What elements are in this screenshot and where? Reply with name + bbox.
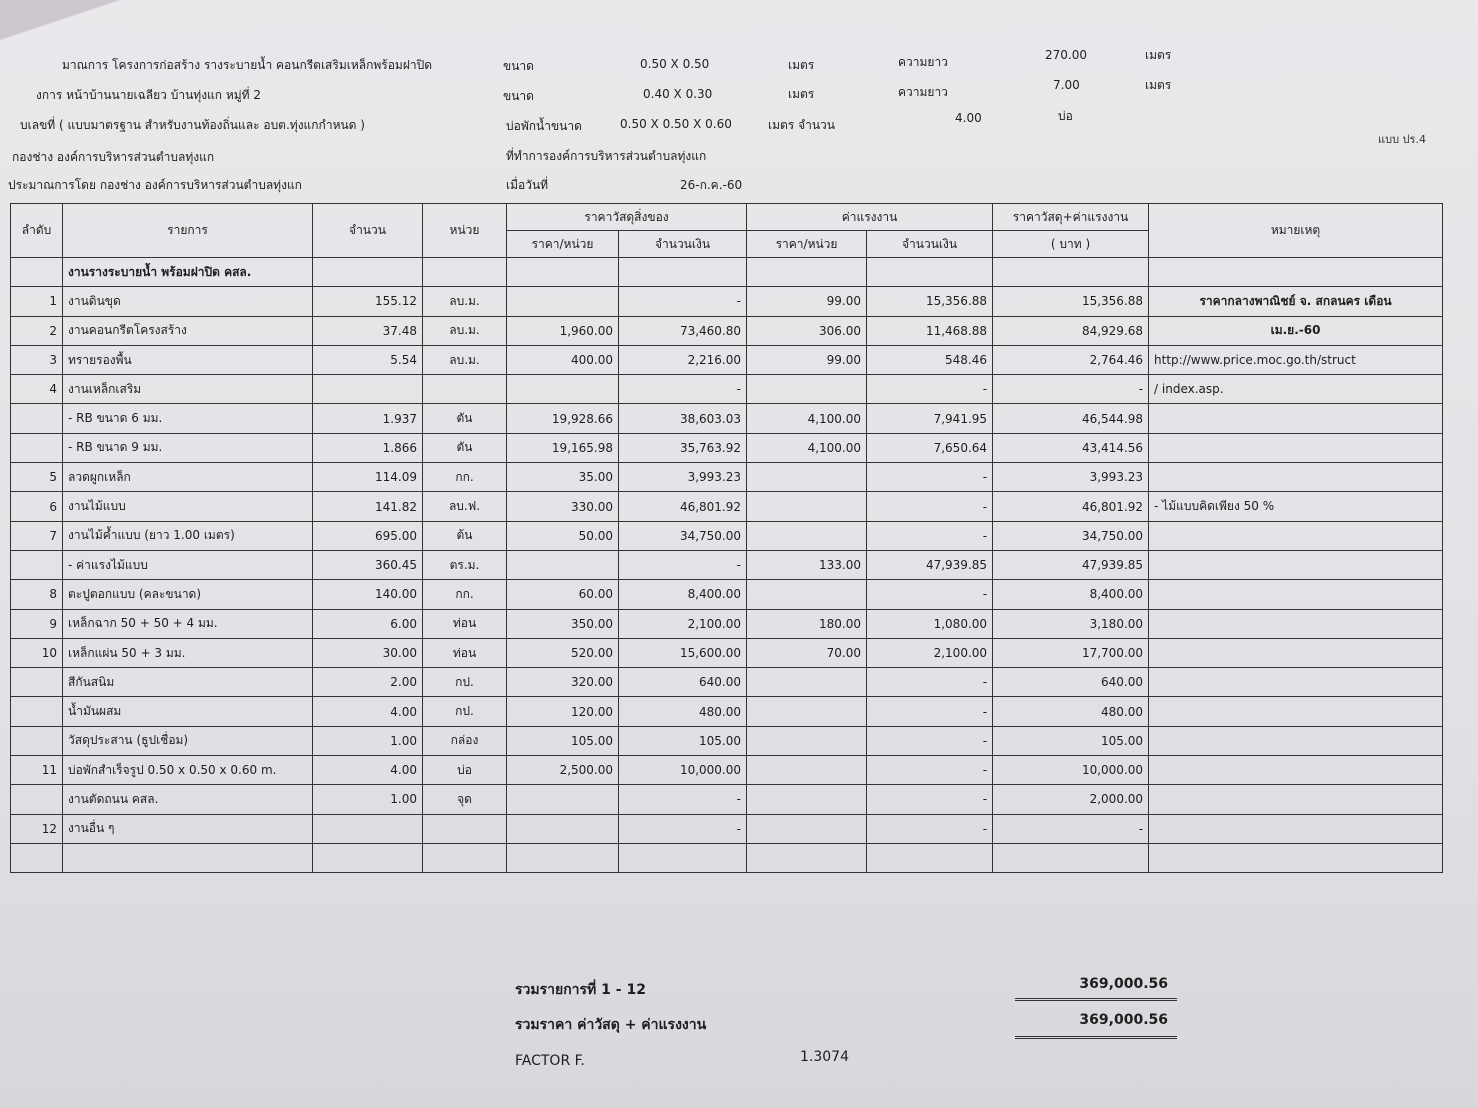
cell-lp xyxy=(747,258,867,287)
cell-ma: 8,400.00 xyxy=(619,580,747,609)
cell-remark xyxy=(1149,580,1443,609)
cell-total: 10,000.00 xyxy=(993,756,1149,785)
cell-remark xyxy=(1149,843,1443,872)
cell-la: 7,650.64 xyxy=(867,433,993,462)
cell-remark xyxy=(1149,258,1443,287)
sum-label: รวมรายการที่ 1 - 12 xyxy=(515,982,646,998)
cell-ma: 34,750.00 xyxy=(619,521,747,550)
cell-remark xyxy=(1149,550,1443,579)
date-label: เมื่อวันที่ xyxy=(506,178,549,192)
cell-unit: กล่อง xyxy=(423,726,507,755)
cell-total: 47,939.85 xyxy=(993,550,1149,579)
cell-total: 84,929.68 xyxy=(993,316,1149,345)
page-curl xyxy=(0,0,120,40)
cell-unit: บ่อ xyxy=(423,756,507,785)
estimate-table xyxy=(10,203,1443,873)
cell-qty: 5.54 xyxy=(313,345,423,374)
table-row xyxy=(11,550,1443,579)
cell-lp xyxy=(747,668,867,697)
estimated-by: ประมาณการโดย กองช่าง องค์การบริหารส่วนตำบลทุ่งแก xyxy=(8,178,302,192)
length-unit-1: เมตร xyxy=(1145,48,1172,62)
cell-unit: ตัน xyxy=(423,433,507,462)
table-row xyxy=(11,668,1443,697)
cell-ma xyxy=(619,258,747,287)
cell-ma: 640.00 xyxy=(619,668,747,697)
cell-la xyxy=(867,258,993,287)
cell-la: - xyxy=(867,375,993,404)
cell-no: 8 xyxy=(11,580,63,609)
cell-qty: 4.00 xyxy=(313,756,423,785)
pit-count-unit: บ่อ xyxy=(1058,109,1073,123)
length-unit-2: เมตร xyxy=(1145,78,1172,92)
cell-item: เหล็กฉาก 50 + 50 + 4 มม. xyxy=(63,609,313,638)
col-mat-amount: จำนวนเงิน xyxy=(619,231,747,258)
table-row xyxy=(11,726,1443,755)
cell-qty: 37.48 xyxy=(313,316,423,345)
col-mat-unit-price: ราคา/หน่วย xyxy=(507,231,619,258)
cell-no: 1 xyxy=(11,287,63,316)
cell-unit: ลบ.ฟ. xyxy=(423,492,507,521)
cell-mp: 400.00 xyxy=(507,345,619,374)
cell-mp: 35.00 xyxy=(507,463,619,492)
table-row xyxy=(11,785,1443,814)
cell-qty: 1.937 xyxy=(313,404,423,433)
cell-ma: - xyxy=(619,550,747,579)
cell-la: - xyxy=(867,668,993,697)
cell-remark xyxy=(1149,463,1443,492)
cell-mp: 60.00 xyxy=(507,580,619,609)
length-value-1: 270.00 xyxy=(1045,48,1087,62)
cell-la: 47,939.85 xyxy=(867,550,993,579)
cell-la: 1,080.00 xyxy=(867,609,993,638)
table-row xyxy=(11,258,1443,287)
cell-qty: 114.09 xyxy=(313,463,423,492)
pit-unit: เมตร จำนวน xyxy=(768,118,835,132)
cell-lp: 4,100.00 xyxy=(747,404,867,433)
cell-no xyxy=(11,726,63,755)
col-lab-amount: จำนวนเงิน xyxy=(867,231,993,258)
cell-lp: 306.00 xyxy=(747,316,867,345)
cell-lp xyxy=(747,375,867,404)
cell-mp xyxy=(507,375,619,404)
cell-mp xyxy=(507,258,619,287)
cell-no: 3 xyxy=(11,345,63,374)
cell-qty: 30.00 xyxy=(313,638,423,667)
cell-unit xyxy=(423,258,507,287)
cell-lp: 133.00 xyxy=(747,550,867,579)
col-item: รายการ xyxy=(63,204,313,258)
cell-unit: กก. xyxy=(423,463,507,492)
cell-unit: กป. xyxy=(423,668,507,697)
project-title: มาณการ โครงการก่อสร้าง รางระบายน้ำ คอนกรีตเสริมเหล็กพร้อมฝาปิด xyxy=(62,58,433,72)
cell-ma: - xyxy=(619,785,747,814)
table-row xyxy=(11,638,1443,667)
cell-mp: 520.00 xyxy=(507,638,619,667)
cell-qty xyxy=(313,814,423,843)
cell-ma: 46,801.92 xyxy=(619,492,747,521)
cell-ma: 2,216.00 xyxy=(619,345,747,374)
cell-ma: 3,993.23 xyxy=(619,463,747,492)
cell-no: 11 xyxy=(11,756,63,785)
date-value: 26-ก.ค.-60 xyxy=(680,178,743,192)
cell-ma: - xyxy=(619,287,747,316)
cell-la: - xyxy=(867,756,993,785)
factor-value: 1.3074 xyxy=(800,1049,849,1065)
cell-total: 640.00 xyxy=(993,668,1149,697)
table-row xyxy=(11,521,1443,550)
factor-label: FACTOR F. xyxy=(515,1053,585,1069)
table-row xyxy=(11,697,1443,726)
cell-item: วัสดุประสาน (ธูปเชื่อม) xyxy=(63,726,313,755)
table-row xyxy=(11,433,1443,462)
cell-remark xyxy=(1149,609,1443,638)
cell-ma: 2,100.00 xyxy=(619,609,747,638)
cell-unit: ตร.ม. xyxy=(423,550,507,579)
cell-remark xyxy=(1149,404,1443,433)
cell-mp: 50.00 xyxy=(507,521,619,550)
cell-remark xyxy=(1149,668,1443,697)
length-label-1: ความยาว xyxy=(898,55,948,69)
cell-total: 3,993.23 xyxy=(993,463,1149,492)
cell-mp: 330.00 xyxy=(507,492,619,521)
cell-item: งานคอนกรีตโครงสร้าง xyxy=(63,316,313,345)
cell-qty: 1.866 xyxy=(313,433,423,462)
cell-qty: 141.82 xyxy=(313,492,423,521)
cell-item: สีกันสนิม xyxy=(63,668,313,697)
cell-mp xyxy=(507,550,619,579)
cell-ma: - xyxy=(619,814,747,843)
table-row xyxy=(11,814,1443,843)
cell-total: 3,180.00 xyxy=(993,609,1149,638)
cell-lp xyxy=(747,843,867,872)
cell-total xyxy=(993,843,1149,872)
col-lab-unit-price: ราคา/หน่วย xyxy=(747,231,867,258)
cell-item: งานรางระบายน้ำ พร้อมฝาปิด คสล. xyxy=(63,258,313,287)
cell-total: 15,356.88 xyxy=(993,287,1149,316)
cell-la: - xyxy=(867,521,993,550)
cell-qty: 1.00 xyxy=(313,726,423,755)
total-underline xyxy=(1015,1036,1177,1039)
cell-item: เหล็กแผ่น 50 + 3 มม. xyxy=(63,638,313,667)
cell-ma: 38,603.03 xyxy=(619,404,747,433)
cell-unit xyxy=(423,843,507,872)
cell-la: 548.46 xyxy=(867,345,993,374)
cell-ma: 480.00 xyxy=(619,697,747,726)
cell-ma: 35,763.92 xyxy=(619,433,747,462)
col-no: ลำดับ xyxy=(11,204,63,258)
cell-qty: 140.00 xyxy=(313,580,423,609)
cell-unit xyxy=(423,814,507,843)
cell-lp xyxy=(747,697,867,726)
cell-lp xyxy=(747,756,867,785)
table-row xyxy=(11,463,1443,492)
cell-qty: 1.00 xyxy=(313,785,423,814)
cell-unit: ลบ.ม. xyxy=(423,316,507,345)
cell-total: - xyxy=(993,814,1149,843)
cell-unit: ตัน xyxy=(423,404,507,433)
cell-total: - xyxy=(993,375,1149,404)
cell-ma: - xyxy=(619,375,747,404)
cell-la: - xyxy=(867,580,993,609)
cell-la: 2,100.00 xyxy=(867,638,993,667)
cell-total: 105.00 xyxy=(993,726,1149,755)
cell-qty: 360.45 xyxy=(313,550,423,579)
standard-note: บเลขที่ ( แบบมาตรฐาน สำหรับงานท้องถิ่นและ อบต.ทุ่งแกกำหนด ) xyxy=(20,118,365,132)
col-remark: หมายเหตุ xyxy=(1149,204,1443,258)
cell-lp xyxy=(747,785,867,814)
cell-ma: 73,460.80 xyxy=(619,316,747,345)
cell-remark xyxy=(1149,756,1443,785)
size-unit-2: เมตร xyxy=(788,87,815,101)
cell-ma: 15,600.00 xyxy=(619,638,747,667)
cell-no: 12 xyxy=(11,814,63,843)
cell-remark xyxy=(1149,785,1443,814)
cell-no xyxy=(11,785,63,814)
cell-no xyxy=(11,697,63,726)
cell-lp xyxy=(747,726,867,755)
cell-remark xyxy=(1149,726,1443,755)
cell-unit xyxy=(423,375,507,404)
cell-unit: ลบ.ม. xyxy=(423,287,507,316)
cell-no xyxy=(11,668,63,697)
sum-value: 369,000.56 xyxy=(1079,976,1168,992)
cell-qty xyxy=(313,375,423,404)
cell-item: - ค่าแรงไม้แบบ xyxy=(63,550,313,579)
cell-no: 2 xyxy=(11,316,63,345)
cell-item: - RB ขนาด 9 มม. xyxy=(63,433,313,462)
cell-ma xyxy=(619,843,747,872)
cell-mp: 2,500.00 xyxy=(507,756,619,785)
cell-qty: 155.12 xyxy=(313,287,423,316)
cell-mp: 19,165.98 xyxy=(507,433,619,462)
pit-size: 0.50 X 0.50 X 0.60 xyxy=(620,117,732,131)
cell-total: 34,750.00 xyxy=(993,521,1149,550)
length-value-2: 7.00 xyxy=(1053,78,1080,92)
length-label-2: ความยาว xyxy=(898,85,948,99)
cell-ma: 10,000.00 xyxy=(619,756,747,785)
cell-total: 46,544.98 xyxy=(993,404,1149,433)
cell-unit: ต้น xyxy=(423,521,507,550)
col-labor-group: ค่าแรงงาน xyxy=(747,204,993,231)
cell-mp: 350.00 xyxy=(507,609,619,638)
cell-la: - xyxy=(867,814,993,843)
cell-total: 2,764.46 xyxy=(993,345,1149,374)
cell-remark xyxy=(1149,814,1443,843)
col-unit: หน่วย xyxy=(423,204,507,258)
size-value-1: 0.50 X 0.50 xyxy=(640,57,710,71)
cell-lp xyxy=(747,463,867,492)
pit-count: 4.00 xyxy=(955,111,982,125)
cell-mp xyxy=(507,814,619,843)
cell-mp: 19,928.66 xyxy=(507,404,619,433)
cell-remark: ราคากลางพาณิชย์ จ. สกลนคร เดือน xyxy=(1149,287,1443,316)
cell-unit: ลบ.ม. xyxy=(423,345,507,374)
cell-la xyxy=(867,843,993,872)
cell-remark: เม.ย.-60 xyxy=(1149,316,1443,345)
cell-no xyxy=(11,258,63,287)
cell-lp: 4,100.00 xyxy=(747,433,867,462)
cell-no xyxy=(11,404,63,433)
table-row xyxy=(11,404,1443,433)
project-location: งการ หน้าบ้านนายเฉลียว บ้านทุ่งแก หมู่ที่ 2 xyxy=(36,88,262,102)
cell-lp: 99.00 xyxy=(747,345,867,374)
table-row xyxy=(11,375,1443,404)
cell-no: 4 xyxy=(11,375,63,404)
cell-lp xyxy=(747,580,867,609)
cell-total: 2,000.00 xyxy=(993,785,1149,814)
cell-unit: ท่อน xyxy=(423,638,507,667)
cell-remark xyxy=(1149,433,1443,462)
cell-remark xyxy=(1149,521,1443,550)
col-total: ราคาวัสดุ+ค่าแรงงาน xyxy=(993,204,1149,231)
cell-no: 9 xyxy=(11,609,63,638)
cell-la: - xyxy=(867,492,993,521)
cell-lp xyxy=(747,492,867,521)
cell-item: งานดินขุด xyxy=(63,287,313,316)
cell-remark: / index.asp. xyxy=(1149,375,1443,404)
table-row xyxy=(11,756,1443,785)
cell-lp xyxy=(747,814,867,843)
table-row xyxy=(11,843,1443,872)
cell-lp: 99.00 xyxy=(747,287,867,316)
form-code: แบบ ปร.4 xyxy=(1378,133,1426,146)
cell-no xyxy=(11,843,63,872)
size-label-2: ขนาด xyxy=(503,89,534,103)
table-row xyxy=(11,316,1443,345)
table-row xyxy=(11,287,1443,316)
cell-total: 17,700.00 xyxy=(993,638,1149,667)
cell-no: 7 xyxy=(11,521,63,550)
size-value-2: 0.40 X 0.30 xyxy=(643,87,713,101)
cell-item: ทรายรองพื้น xyxy=(63,345,313,374)
cell-item: งานตัดถนน คสล. xyxy=(63,785,313,814)
cell-no xyxy=(11,550,63,579)
cell-total: 480.00 xyxy=(993,697,1149,726)
cell-remark xyxy=(1149,697,1443,726)
cell-item: ตะปูตอกแบบ (คละขนาด) xyxy=(63,580,313,609)
cell-item xyxy=(63,843,313,872)
cell-no xyxy=(11,433,63,462)
cell-item: บ่อพักสำเร็จรูป 0.50 x 0.50 x 0.60 m. xyxy=(63,756,313,785)
cell-item: - RB ขนาด 6 มม. xyxy=(63,404,313,433)
cell-qty: 6.00 xyxy=(313,609,423,638)
cell-item: งานอื่น ๆ xyxy=(63,814,313,843)
cell-qty: 2.00 xyxy=(313,668,423,697)
office: ที่ทำการองค์การบริหารส่วนตำบลทุ่งแก xyxy=(506,149,707,163)
table-row xyxy=(11,609,1443,638)
cell-mp xyxy=(507,843,619,872)
cell-lp xyxy=(747,521,867,550)
cell-no: 10 xyxy=(11,638,63,667)
cell-la: - xyxy=(867,463,993,492)
cell-la: 7,941.95 xyxy=(867,404,993,433)
table-row xyxy=(11,345,1443,374)
col-qty: จำนวน xyxy=(313,204,423,258)
cell-qty xyxy=(313,258,423,287)
cell-item: น้ำมันผสม xyxy=(63,697,313,726)
cell-item: งานไม้ค้ำแบบ (ยาว 1.00 เมตร) xyxy=(63,521,313,550)
cell-qty: 695.00 xyxy=(313,521,423,550)
cell-mp xyxy=(507,785,619,814)
cell-total: 46,801.92 xyxy=(993,492,1149,521)
pit-label: บ่อพักน้ำขนาด xyxy=(506,119,582,133)
table-row xyxy=(11,492,1443,521)
size-label-1: ขนาด xyxy=(503,59,534,73)
cell-remark xyxy=(1149,638,1443,667)
cell-mp: 120.00 xyxy=(507,697,619,726)
cell-item: งานไม้แบบ xyxy=(63,492,313,521)
table-row xyxy=(11,580,1443,609)
cell-remark: http://www.price.moc.go.th/struct xyxy=(1149,345,1443,374)
cell-unit: จุด xyxy=(423,785,507,814)
size-unit-1: เมตร xyxy=(788,58,815,72)
cell-unit: ท่อน xyxy=(423,609,507,638)
cell-unit: กก. xyxy=(423,580,507,609)
cell-item: ลวดผูกเหล็ก xyxy=(63,463,313,492)
cell-lp: 180.00 xyxy=(747,609,867,638)
cell-item: งานเหล็กเสริม xyxy=(63,375,313,404)
cell-no: 5 xyxy=(11,463,63,492)
cell-la: 15,356.88 xyxy=(867,287,993,316)
cell-ma: 105.00 xyxy=(619,726,747,755)
cell-total xyxy=(993,258,1149,287)
cell-unit: กป. xyxy=(423,697,507,726)
cell-mp xyxy=(507,287,619,316)
cell-mp: 105.00 xyxy=(507,726,619,755)
total-label: รวมราคา ค่าวัสดุ + ค่าแรงงาน xyxy=(515,1017,707,1033)
sum-underline xyxy=(1015,998,1177,1001)
cell-mp: 1,960.00 xyxy=(507,316,619,345)
total-value: 369,000.56 xyxy=(1079,1012,1168,1028)
cell-mp: 320.00 xyxy=(507,668,619,697)
cell-la: - xyxy=(867,726,993,755)
col-material-group: ราคาวัสดุสิ่งของ xyxy=(507,204,747,231)
cell-no: 6 xyxy=(11,492,63,521)
cell-total: 8,400.00 xyxy=(993,580,1149,609)
col-total-unit: ( บาท ) xyxy=(993,231,1149,258)
cell-qty: 4.00 xyxy=(313,697,423,726)
cell-la: 11,468.88 xyxy=(867,316,993,345)
division: กองช่าง องค์การบริหารส่วนตำบลทุ่งแก xyxy=(12,150,215,164)
cell-lp: 70.00 xyxy=(747,638,867,667)
cell-total: 43,414.56 xyxy=(993,433,1149,462)
cell-la: - xyxy=(867,697,993,726)
cell-la: - xyxy=(867,785,993,814)
cell-qty xyxy=(313,843,423,872)
cell-remark: - ไม้แบบคิดเพียง 50 % xyxy=(1149,492,1443,521)
